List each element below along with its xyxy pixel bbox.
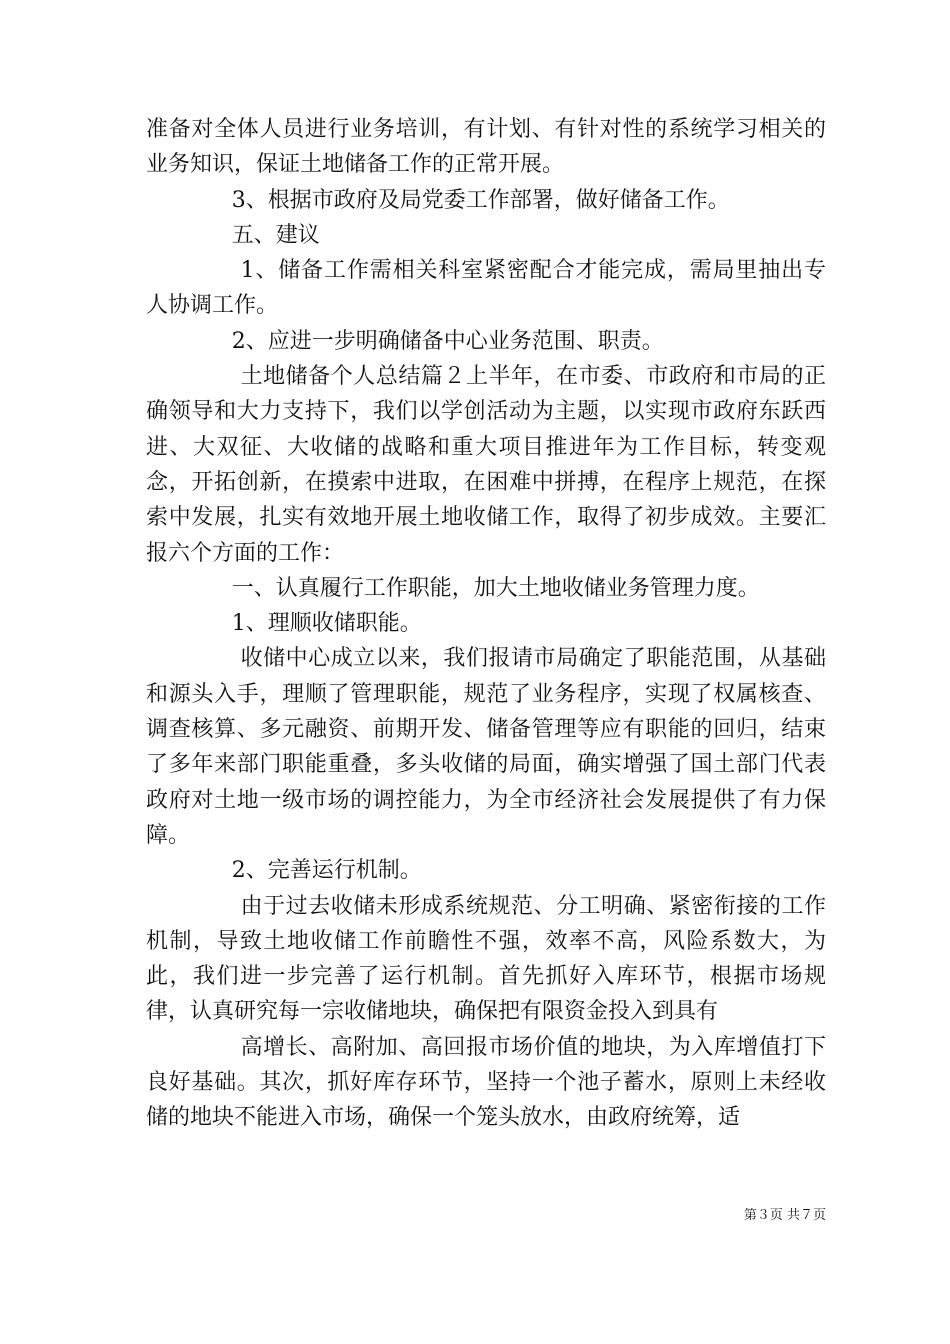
paragraph-mechanism: 由于过去收储未形成系统规范、分工明确、紧密衔接的工作机制，导致土地收储工作前瞻性不强，效率不高，风险系数大，为此，我们进一步完善了运行机制。首先抓好入库环节，根据市场规律，认真研究每一宗收储地块，确保把有限资金投入到具有 [146,893,826,1025]
paragraph-continuation: 高增长、高附加、高回报市场价值的地块，为入库增值打下良好基础。其次，抓好库存环节，坚持一个池子蓄水，原则上未经收储的地块不能进入市场，确保一个笼头放水，由政府统筹，适 [146,1034,826,1131]
subheading-mechanism: 2、完善运行机制。 [231,858,422,884]
paragraph-suggestion-2: 2、应进一步明确储备中心业务范围、职责。 [231,328,664,354]
paragraph-functions: 收储中心成立以来，我们报请市局确定了职能范围，从基础和源头入手，理顺了管理职能，规范了业务程序，实现了权属核查、调查核算、多元融资、前期开发、储备管理等应有职能的回归，结束了多年来部门职能重叠，多头收储的局面，确实增强了国土部门代表政府对土地一级市场的调控能力，为全市经济社会发展提供了有力保障。 [146,646,826,848]
paragraph-summary-intro: 土地储备个人总结篇２上半年，在市委、市政府和市局的正确领导和大力支持下，我们以学创活动为主题，以实现市政府东跃西进、大双征、大收储的战略和重大项目推进年为工作目标，转变观念，开拓创新，在摸索中进取，在困难中拼搏，在程序上规范，在探索中发展，扎实有效地开展土地收储工作，取得了初步成效。主要汇报六个方面的工作： [146,364,826,566]
subheading-functions: 1、理顺收储职能。 [231,611,422,637]
section-heading-suggestions: 五、建议 [231,222,320,248]
document-body [146,112,826,1136]
paragraph-training: 准备对全体人员进行业务培训，有计划、有针对性的系统学习相关的业务知识，保证土地储备工作的正常开展。 [146,117,826,178]
paragraph-item-3: 3、根据市政府及局党委工作部署，做好储备工作。 [231,187,730,213]
page-number-footer: 第３页 共７页 [743,1208,826,1223]
section-heading-duties: 一、认真履行工作职能，加大土地收储业务管理力度。 [231,575,760,601]
paragraph-suggestion-1: 1、储备工作需相关科室紧密配合才能完成，需局里抽出专人协调工作。 [146,258,826,319]
